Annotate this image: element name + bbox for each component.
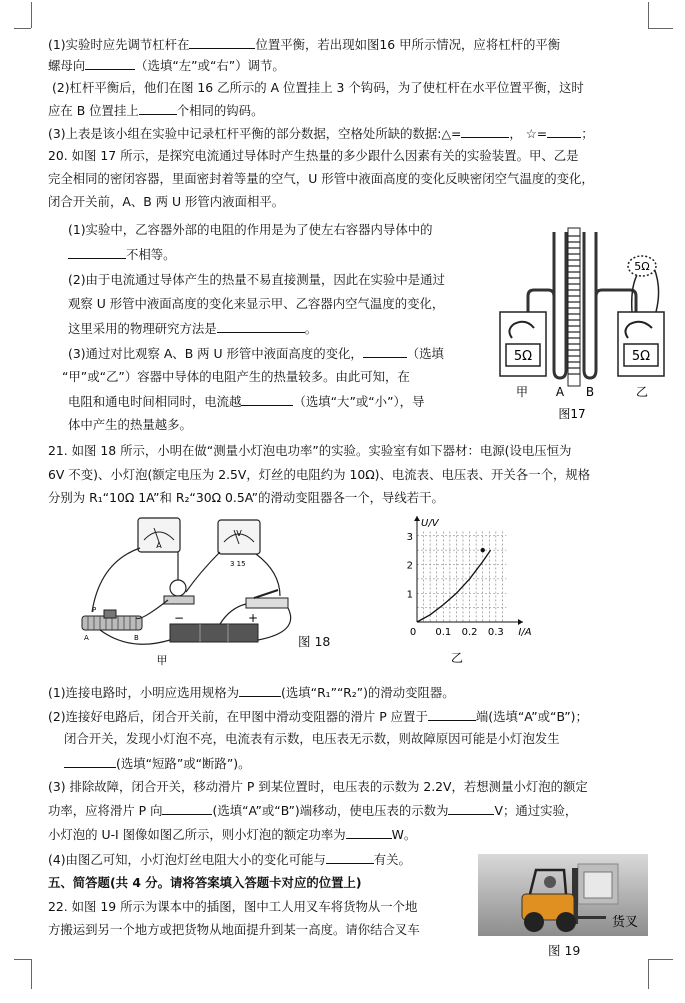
q20-sub3-line-2: “甲”或“乙”）容器中导体的电阻产生的热量较多。由此可知，在 xyxy=(62,369,410,384)
q21-part1 xyxy=(48,684,455,701)
x-axis-arrow xyxy=(518,619,523,625)
crop-mark-top-left xyxy=(14,28,31,29)
q20-sub2-line-2: 观察 U 形管中液面高度的变化来显示甲、乙容器内空气温度的变化， xyxy=(68,296,445,311)
q20-line-3: 闭合开关前，A、B 两 U 形管内液面相平。 xyxy=(48,194,285,209)
fork xyxy=(576,916,606,919)
answer-blank[interactable] xyxy=(85,57,135,70)
y-tick-label: 2 xyxy=(406,560,413,572)
q20-s3d: 电阻和通电时间相同时，电流越 xyxy=(68,394,242,409)
crop-mark-bottom-left xyxy=(14,959,31,960)
q20-sub1-line-2 xyxy=(68,246,176,263)
u-tube-b xyxy=(584,232,596,378)
q21-p3b: 功率，应将滑片 P 向 xyxy=(48,803,163,818)
fig18-jia-label: 甲 xyxy=(156,654,168,667)
q21-part2-line-2: 闭合开关，发现小灯泡不亮，电流表有示数，电压表无示数，则故障原因可能是小灯泡发生 xyxy=(64,731,560,746)
bulb xyxy=(170,580,186,596)
qprev-l5b: ， ☆= xyxy=(509,126,548,141)
answer-blank[interactable] xyxy=(64,755,116,768)
q21-part3-line-3 xyxy=(48,826,416,843)
ammeter-letter: A xyxy=(156,541,162,550)
fig19-fork-label: 货叉 xyxy=(612,915,639,930)
q20-line-1: 20. 如图 17 所示，是探究电流通过导体时产生热量的多少跟什么因素有关的实验装置。甲、乙是 xyxy=(48,148,579,163)
bulb-holder xyxy=(164,596,194,604)
qprev-l5c: ； xyxy=(581,126,594,141)
q21-p2d: (选填“短路”或“断路”)。 xyxy=(116,756,251,771)
q21-p1a: (1)连接电路时，小明应选用规格为 xyxy=(48,685,240,700)
q21-p3e: 小灯泡的 U-I 图像如图乙所示，则小灯泡的额定功率为 xyxy=(48,827,346,842)
qprev-line-1 xyxy=(48,36,560,53)
qprev-line-4 xyxy=(48,102,263,119)
q21-part3-line-1: (3) 排除故障，闭合开关，移动滑片 P 到某位置时，电压表的示数为 2.2V，若想测量小灯泡的额定 xyxy=(48,779,588,794)
qprev-l2a: 螺母向 xyxy=(48,58,86,73)
answer-blank[interactable] xyxy=(162,802,212,815)
qprev-l4b: 个相同的钩码。 xyxy=(176,103,264,118)
q20-s2d: 。 xyxy=(304,321,318,336)
q22-line-2: 方搬运到另一个地方或把货物从地面提升到某一高度。请你结合叉车 xyxy=(48,922,420,937)
label-yi: 乙 xyxy=(635,385,649,399)
rheostat-slider xyxy=(104,610,116,618)
q21-line-1: 21. 如图 18 所示，小明在做“测量小灯泡电功率”的实验。实验室有如下器材：电源(设电压恒为 xyxy=(48,443,572,458)
q20-s3b: （选填 xyxy=(406,346,444,361)
cargo-box xyxy=(584,872,612,898)
answer-blank[interactable] xyxy=(346,826,392,839)
x-tick-label: 0.2 xyxy=(461,627,478,638)
qprev-l2b: （选填“左”或“右”）调节。 xyxy=(135,58,285,73)
answer-blank[interactable] xyxy=(428,708,476,721)
q20-sub3-line-3 xyxy=(68,393,424,410)
fig18-caption: 图 18 xyxy=(298,634,331,649)
answer-blank[interactable] xyxy=(461,125,509,138)
answer-blank[interactable] xyxy=(363,345,407,358)
answer-blank[interactable] xyxy=(326,851,374,864)
section5-title: 五、简答题(共 4 分。请将答案填入答题卡对应的位置上) xyxy=(48,875,362,890)
q20-sub3-line-4: 体中产生的热量越多。 xyxy=(68,417,192,432)
q20-s1b: 不相等。 xyxy=(126,247,176,262)
q21-p3f: W。 xyxy=(391,827,417,842)
ui-curve xyxy=(417,550,491,622)
q21-p2b: 端(选填“A”或“B”)； xyxy=(475,709,588,724)
q21-part4 xyxy=(48,851,411,868)
q21-p2a: (2)连接好电路后，闭合开关前，在甲图中滑动变阻器的滑片 P 应置于 xyxy=(48,709,428,724)
u-tube-a xyxy=(554,232,566,378)
crop-mark-bottom-left-v xyxy=(31,959,32,989)
q20-s3a: (3)通过对比观察 A、B 两 U 形管中液面高度的变化， xyxy=(68,346,363,361)
wheel-rear xyxy=(524,912,544,932)
qprev-l5a: (3)上表是该小组在实验中记录杠杆平衡的部分数据，空格处所缺的数据:△= xyxy=(48,126,462,141)
q21-p4a: (4)由图乙可知，小灯泡灯丝电阻大小的变化可能与 xyxy=(48,852,326,867)
q21-part2-line-3 xyxy=(64,755,250,772)
ui-chart xyxy=(405,512,540,672)
battery xyxy=(170,624,258,642)
answer-blank[interactable] xyxy=(241,393,293,406)
qprev-line-2 xyxy=(48,57,285,74)
y-axis-label: U/V xyxy=(421,518,439,529)
resistor-top-label: 5Ω xyxy=(634,260,650,273)
tube-left xyxy=(528,290,554,312)
crop-mark-top-right-v xyxy=(648,2,649,28)
crop-mark-top-left-v xyxy=(31,2,32,28)
crop-mark-top-right xyxy=(648,28,673,29)
q21-line-2: 6V 不变)、小灯泡(额定电压为 2.5V，灯丝的电阻约为 10Ω)、电流表、电压表、开关各一个，规格 xyxy=(48,467,591,482)
q22-line-1: 22. 如图 19 所示为课本中的插图，图中工人用叉车将货物从一个地 xyxy=(48,899,418,914)
battery-minus: − xyxy=(174,611,185,625)
q21-part3-line-2 xyxy=(48,802,577,819)
qprev-line-3: (2)杠杆平衡后，他们在图 16 乙所示的 A 位置挂上 3 个钩码，为了使杠杆在水平位置平衡，这时 xyxy=(52,80,584,95)
q20-sub1-line-1: (1)实验中，乙容器外部的电阻的作用是为了使左右容器内导体中的 xyxy=(68,222,433,237)
q20-line-2: 完全相同的密闭容器，里面密封着等量的空气，U 形管中液面高度的变化反映密闭空气温度的变化， xyxy=(48,171,594,186)
answer-blank[interactable] xyxy=(547,125,581,138)
x-tick-label: 0 xyxy=(409,627,417,638)
resistor-left-label: 5Ω xyxy=(513,349,533,364)
y-tick-label: 1 xyxy=(406,589,413,601)
rheostat-b: B xyxy=(134,634,139,642)
marked-point xyxy=(481,548,485,552)
label-jia: 甲 xyxy=(515,385,529,399)
fig17-caption: 图17 xyxy=(558,407,586,421)
answer-blank[interactable] xyxy=(68,246,126,259)
switch xyxy=(246,598,288,608)
figure-18-circuit xyxy=(70,512,320,672)
x-tick-label: 0.3 xyxy=(487,627,504,638)
voltmeter-terminals: 3 15 xyxy=(230,560,246,568)
label-a: A xyxy=(555,385,565,399)
voltmeter-letter: V xyxy=(236,529,242,538)
driver-head xyxy=(544,876,556,888)
resistor-right-label: 5Ω xyxy=(631,349,651,364)
answer-blank[interactable] xyxy=(189,36,255,49)
y-tick-label: 3 xyxy=(406,531,413,543)
answer-blank[interactable] xyxy=(239,684,281,697)
wheel-front xyxy=(556,912,576,932)
q20-sub3-line-1 xyxy=(68,345,444,362)
q21-p4b: 有关。 xyxy=(373,852,411,867)
crop-mark-bottom-right xyxy=(648,959,673,960)
q21-p3c: (选填“A”或“B”)端移动，使电压表的示数为 xyxy=(212,803,449,818)
battery-plus: + xyxy=(248,611,259,625)
figure-19-forklift xyxy=(478,854,648,936)
q21-line-3: 分别为 R₁“10Ω 1A”和 R₂“30Ω 0.5A”的滑动变阻器各一个，导线若干。 xyxy=(48,490,444,505)
y-axis-arrow xyxy=(414,516,420,521)
qprev-line-5 xyxy=(48,125,594,142)
rheostat-a: A xyxy=(84,634,89,642)
q21-part2-line-1 xyxy=(48,708,588,725)
fig19-caption: 图 19 xyxy=(548,943,581,958)
q20-s3e: （选填“大”或“小”），导 xyxy=(293,394,425,409)
q20-sub2-line-1: (2)由于电流通过导体产生的热量不易直接测量，因此在实验中是通过 xyxy=(68,272,445,287)
qprev-l4a: 应在 B 位置挂上 xyxy=(48,103,139,118)
label-b: B xyxy=(585,385,595,399)
answer-blank[interactable] xyxy=(448,802,494,815)
x-axis-label: I/A xyxy=(518,627,532,638)
q20-sub2-line-3 xyxy=(68,320,317,337)
x-tick-label: 0.1 xyxy=(435,627,452,638)
q20-s2c: 这里采用的物理研究方法是 xyxy=(68,321,217,336)
answer-blank[interactable] xyxy=(217,320,305,333)
fig18-yi-label: 乙 xyxy=(450,651,464,665)
qprev-l1b: 位置平衡，若出现如图16 甲所示情况，应将杠杆的平衡 xyxy=(255,37,561,52)
crop-mark-bottom-right-v xyxy=(648,959,649,989)
figure-17 xyxy=(492,220,672,425)
tube-right xyxy=(596,290,636,312)
q21-p3d: V；通过实验， xyxy=(494,803,578,818)
answer-blank[interactable] xyxy=(139,102,177,115)
q21-p1b: (选填“R₁”“R₂”)的滑动变阻器。 xyxy=(281,685,455,700)
rheostat-p: P xyxy=(92,606,97,614)
qprev-l1a: (1)实验时应先调节杠杆在 xyxy=(48,37,190,52)
